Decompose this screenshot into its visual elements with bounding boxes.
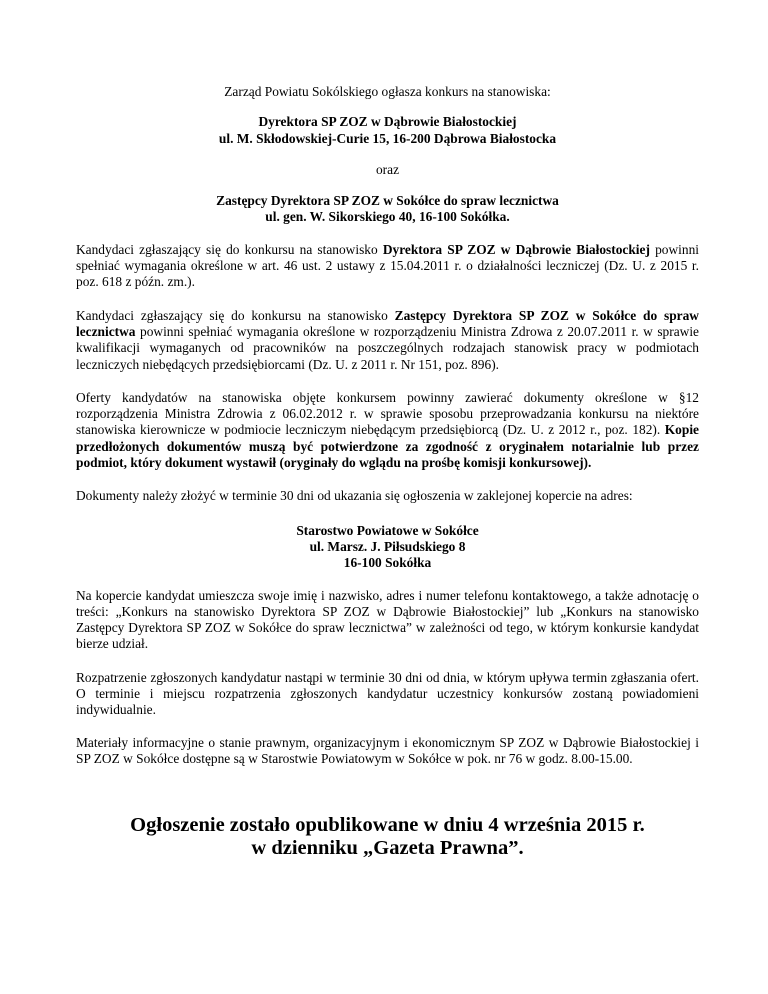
paragraph-submission-deadline: Dokumenty należy złożyć w terminie 30 dni od ukazania się ogłoszenia w zaklejonej kopercie na adres:: [76, 488, 633, 504]
position-2-title: Zastępcy Dyrektora SP ZOZ w Sokółce do spraw lecznictwa: [216, 193, 559, 209]
publication-notice-line-1: Ogłoszenie zostało opublikowane w dniu 4 września 2015 r.: [130, 814, 645, 837]
position-2-block: [76, 193, 699, 226]
paragraph-offer-documents-pre: Oferty kandydatów na stanowiska objęte konkursem powinny zawierać dokumenty określone w §12 rozporządzenia Ministra Zdrowia z 06.02.2012 r. w sprawie sposobu przeprowadzania konkursu na niektóre stanowiska kierownicze w podmiocie leczniczym niebędącym przedsiębiorcą (Dz. U. z 2012 r., poz. 182).: [76, 389, 699, 438]
paragraph-requirements-director-pre: Kandydaci zgłaszający się do konkursu na stanowisko: [76, 241, 383, 257]
address-line-3: 16-100 Sokółka: [343, 555, 432, 571]
paragraph-offer-documents: [76, 390, 699, 471]
position-1-address: ul. M. Skłodowskiej-Curie 15, 16-200 Dąbrowa Białostocka: [218, 130, 557, 146]
paragraph-envelope-instructions: Na kopercie kandydat umieszcza swoje imię i nazwisko, adres i numer telefonu kontaktowego, a także adnotację o treści: „Konkurs na stanowisko Dyrektora SP ZOZ w Dąbrowie Białostockiej” lub „Konkurs na stanowisko Zastępcy Dyrektora SP ZOZ w Sokółce do spraw lecznictwa” w zależności od tego, w którym konkursie kandydat bierze udział.: [76, 587, 699, 652]
address-line-2: ul. Marsz. J. Piłsudskiego 8: [309, 538, 466, 554]
paragraph-requirements-director: [76, 242, 699, 291]
publication-notice: [76, 814, 699, 860]
paragraph-offer-documents-bold: Kopie przedłożonych dokumentów muszą być potwierdzone za zgodność z oryginałem notarialnie lub przez podmiot, który dokument wystawił (oryginały do wglądu na prośbę komisji konkursowej).: [76, 422, 699, 471]
conjunction-oraz: oraz: [375, 161, 400, 177]
paragraph-requirements-director-bold: Dyrektora SP ZOZ w Dąbrowie Białostockiej: [382, 241, 650, 257]
paragraph-requirements-director-post: powinni spełniać wymagania określone w art. 46 ust. 2 ustawy z 15.04.2011 r. o działalności leczniczej (Dz. U. z 2015 r. poz. 618 z późn. zm.).: [76, 241, 699, 290]
position-2-address: ul. gen. W. Sikorskiego 40, 16-100 Sokółka.: [265, 209, 510, 225]
paragraph-requirements-deputy: [76, 308, 699, 373]
address-line-1: Starostwo Powiatowe w Sokółce: [296, 522, 479, 538]
paragraph-review-process: Rozpatrzenie zgłoszonych kandydatur nastąpi w terminie 30 dni od dnia, w którym upływa termin zgłaszania ofert. O terminie i miejscu rozpatrzenia zgłoszonych kandydatur uczestnicy konkursów zostaną powiadomieni indywidualnie.: [76, 669, 699, 718]
intro-text: Zarząd Powiatu Sokólskiego ogłasza konkurs na stanowiska:: [224, 84, 551, 99]
position-1-block: [76, 114, 699, 147]
submission-address-block: [76, 523, 699, 572]
paragraph-information-materials: Materiały informacyjne o stanie prawnym, organizacyjnym i ekonomicznym SP ZOZ w Dąbrowie Białostockiej i SP ZOZ w Sokółce dostępne są w Starostwie Powiatowym w Sokółce w pok. nr 76 w godz. 8.00-15.00.: [76, 734, 699, 766]
publication-notice-line-2: w dzienniku „Gazeta Prawna”.: [251, 837, 524, 860]
paragraph-requirements-deputy-post: powinni spełniać wymagania określone w rozporządzeniu Ministra Zdrowa z 20.07.2011 r. w sprawie kwalifikacji wymaganych od pracowników na poszczególnych rodzajach stanowisk pracy w podmiotach leczniczych niebędących przedsiębiorcami (Dz. U. z 2011 r. Nr 151, poz. 896).: [76, 323, 699, 372]
position-1-title: Dyrektora SP ZOZ w Dąbrowie Białostockiej: [258, 114, 517, 130]
paragraph-requirements-deputy-bold: Zastępcy Dyrektora SP ZOZ w Sokółce do spraw lecznictwa: [76, 307, 699, 339]
paragraph-requirements-deputy-pre: Kandydaci zgłaszający się do konkursu na stanowisko: [76, 307, 395, 323]
